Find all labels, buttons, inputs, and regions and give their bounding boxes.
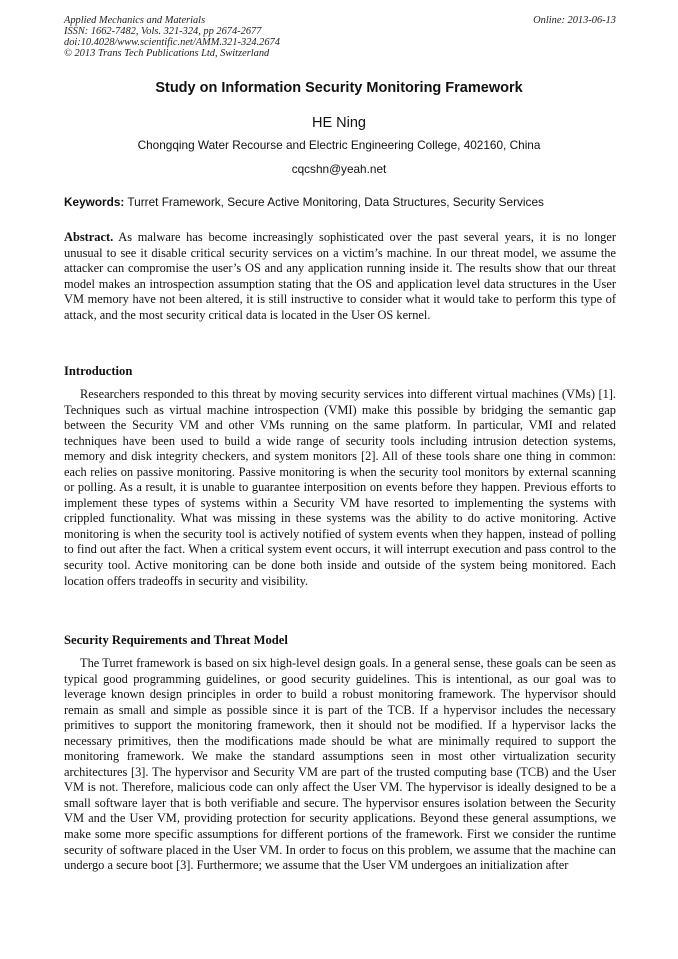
journal-name: Applied Mechanics and Materials bbox=[64, 15, 206, 26]
abstract bbox=[64, 230, 616, 323]
section-heading-introduction: Introduction bbox=[64, 364, 133, 378]
author-name: HE Ning bbox=[312, 115, 366, 131]
author-affiliation: Chongqing Water Recourse and Electric Engineering College, 402160, China bbox=[137, 138, 541, 152]
section-body-introduction: Researchers responded to this threat by moving security services into different virtual machines (VMs) [1]. Techniques such as virtual machine introspection (VMI) make this possible by bridging the semantic gap between the Security VM and other VMs running on the same platform. In particular, VMI and related techniques have been used to build a wide range of security tools including intrusion detection systems, memory and disk integrity checkers, and system monitors [2]. All of these tools share one thing in common: each relies on passive monitoring. Passive monitoring is when the security tool monitors by external scanning or polling. As a result, it is unable to guarantee interposition on events before they happen. Previous efforts to implement these types of systems within a Security VM have resorted to implementing the systems with crippled functionality. What was missing in these systems was the ability to do active monitoring. Active monitoring is when the security tool is actively notified of system events when they happen, instead of polling to find out after the fact. When a critical system event occurs, it will interrupt execution and pass control to the security tool. Active monitoring can be done both inside and outside of the system being monitored. Each location offers tradeoffs in security and visibility. bbox=[64, 387, 616, 588]
author-email: cqcshn@yeah.net bbox=[291, 162, 387, 176]
section-body-security-requirements: The Turret framework is based on six high-level design goals. In a general sense, these goals can be seen as typical good programming guidelines, or good security guidelines. This is intentional, as our goal was to leverage known design principles in order to build a robust monitoring framework. The hypervisor should remain as small and simple as possible since it is part of the TCB. If a hypervisor includes the necessary primitives to support the monitoring framework, then it should not be modified. If a hypervisor lacks the necessary primitives, then the modifications made should be what are minimally required to support the monitoring framework. We make the standard assumptions seen in most other virtualization security architectures [3]. The hypervisor and Security VM are part of the trusted computing base (TCB) and the User VM is not. Therefore, malicious code can only affect the User VM. The hypervisor is ideally designed to be a small software layer that is both verifiable and secure. The hypervisor ensures isolation between the Security VM and the User VM, providing protection for security applications. Beyond these general assumptions, we make some more specific assumptions for different portions of the framework. First we consider the runtime security of software placed in the User VM. In order to focus on this problem, we assume that the machine can undergo a secure boot [3]. Furthermore; we assume that the User VM undergoes an initialization after bbox=[64, 656, 616, 873]
keywords-label: Keywords: bbox=[64, 195, 125, 209]
paper-title: Study on Information Security Monitoring Framework bbox=[155, 80, 523, 96]
copyright-line: © 2013 Trans Tech Publications Ltd, Switzerland bbox=[64, 48, 270, 59]
abstract-text: As malware has become increasingly sophisticated over the past several years, it is no longer unusual to see it disable critical security services on a victim’s machine. In our threat model, we assume the attacker can compromise the user’s OS and any application running inside it. The results show that our threat model makes an introspection assumption stating that the OS and application level data structures in the User VM memory have not been altered, it is still instructive to consider what it would take to perform this type of attack, and the most security critical data is located in the User OS kernel. bbox=[64, 230, 616, 322]
keywords-line bbox=[64, 195, 616, 209]
abstract-label: Abstract. bbox=[64, 230, 114, 244]
section-heading-security-requirements: Security Requirements and Threat Model bbox=[64, 633, 288, 647]
online-date: Online: 2013-06-13 bbox=[533, 15, 616, 26]
issn-line: ISSN: 1662-7482, Vols. 321-324, pp 2674-2677 bbox=[64, 26, 262, 37]
publication-header bbox=[64, 15, 616, 59]
doi-line: doi:10.4028/www.scientific.net/AMM.321-324.2674 bbox=[64, 37, 280, 48]
keywords-text: Turret Framework, Secure Active Monitoring, Data Structures, Security Services bbox=[127, 195, 544, 209]
